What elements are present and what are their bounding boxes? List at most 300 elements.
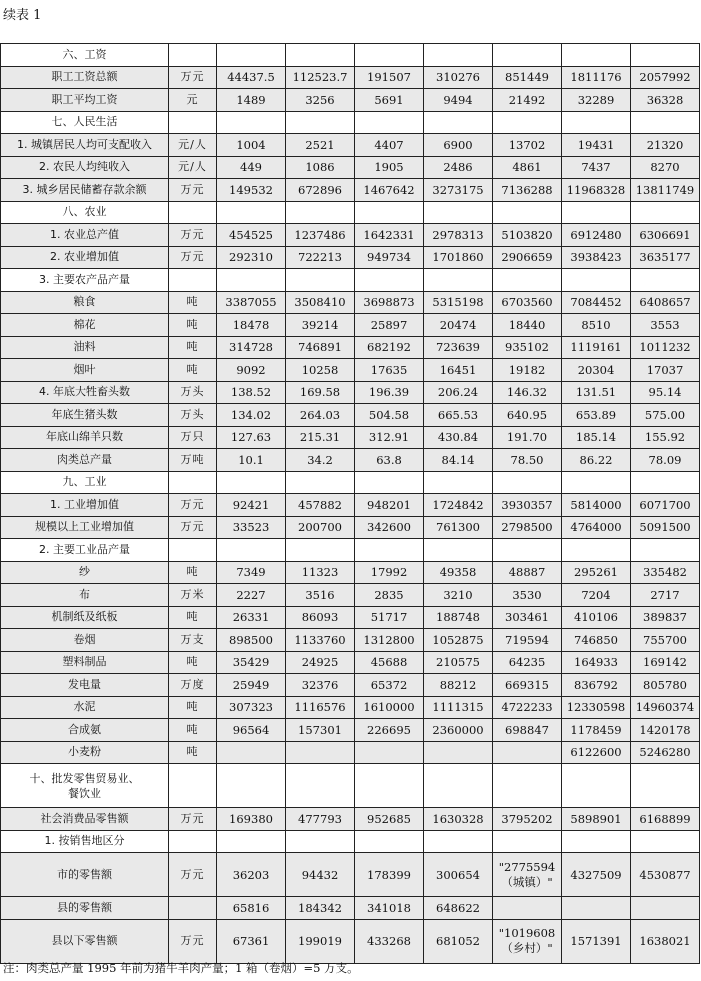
row-unit: 万元 [169,919,217,963]
value-cell: 17037 [631,359,700,382]
value-cell: 157301 [286,719,355,742]
value-cell: 169142 [631,651,700,674]
value-cell: 67361 [217,919,286,963]
value-cell: 761300 [424,516,493,539]
value-cell: 4530877 [631,853,700,897]
value-cell: 19182 [493,359,562,382]
row-category: 1. 按销售地区分 [1,830,169,853]
table-row [1,179,700,202]
value-cell: 3795202 [493,808,562,831]
row-category: 发电量 [1,674,169,697]
row-category: 职工平均工资 [1,89,169,112]
value-cell: 1133760 [286,629,355,652]
table-row [1,494,700,517]
value-cell: 5103820 [493,224,562,247]
value-cell [493,897,562,920]
value-cell: 26331 [217,606,286,629]
value-cell: 3930357 [493,494,562,517]
value-cell: "1019608 （乡村）" [493,919,562,963]
row-unit: 万只 [169,426,217,449]
value-cell: 169380 [217,808,286,831]
value-cell: 2360000 [424,719,493,742]
value-cell: 127.63 [217,426,286,449]
value-cell: 10258 [286,359,355,382]
row-category: 2. 主要工业品产量 [1,539,169,562]
value-cell: 7204 [562,584,631,607]
row-unit: 万头 [169,404,217,427]
value-cell: 3256 [286,89,355,112]
value-cell [286,201,355,224]
row-unit: 吨 [169,651,217,674]
value-cell: 5691 [355,89,424,112]
value-cell [355,830,424,853]
row-unit: 万元 [169,246,217,269]
value-cell: 477793 [286,808,355,831]
value-cell: 1004 [217,134,286,157]
value-cell: 3553 [631,314,700,337]
table-row [1,606,700,629]
value-cell [355,44,424,67]
row-unit [169,539,217,562]
value-cell [562,539,631,562]
value-cell: 3938423 [562,246,631,269]
value-cell: 457882 [286,494,355,517]
value-cell [424,764,493,808]
value-cell [493,741,562,764]
value-cell: 34.2 [286,449,355,472]
row-category: 六、工资 [1,44,169,67]
value-cell: 17635 [355,359,424,382]
value-cell: 6071700 [631,494,700,517]
value-cell: 1724842 [424,494,493,517]
table-row [1,741,700,764]
value-cell [355,764,424,808]
value-cell [493,111,562,134]
value-cell: 78.09 [631,449,700,472]
value-cell: 1630328 [424,808,493,831]
value-cell: 13811749 [631,179,700,202]
value-cell: 3273175 [424,179,493,202]
row-unit [169,830,217,853]
table-row [1,471,700,494]
value-cell: 1052875 [424,629,493,652]
value-cell: 1489 [217,89,286,112]
value-cell: 169.58 [286,381,355,404]
table-row [1,336,700,359]
value-cell: 6703560 [493,291,562,314]
table-row [1,224,700,247]
value-cell [355,269,424,292]
value-cell [424,539,493,562]
table-row [1,314,700,337]
row-unit: 吨 [169,314,217,337]
value-cell: 6408657 [631,291,700,314]
row-category: 市的零售额 [1,853,169,897]
row-unit: 万度 [169,674,217,697]
row-category: 肉类总产量 [1,449,169,472]
table-row [1,291,700,314]
value-cell [355,741,424,764]
value-cell: 335482 [631,561,700,584]
value-cell: 1610000 [355,696,424,719]
value-cell: 65816 [217,897,286,920]
value-cell: 1011232 [631,336,700,359]
value-cell: 1111315 [424,696,493,719]
value-cell: 164933 [562,651,631,674]
value-cell: 6900 [424,134,493,157]
value-cell: 746850 [562,629,631,652]
value-cell: 39214 [286,314,355,337]
value-cell: 92421 [217,494,286,517]
value-cell: 722213 [286,246,355,269]
table-row [1,830,700,853]
table-row [1,359,700,382]
table-row [1,404,700,427]
value-cell: 2486 [424,156,493,179]
value-cell: 84.14 [424,449,493,472]
row-unit [169,764,217,808]
value-cell: 134.02 [217,404,286,427]
row-category: 3. 城乡居民储蓄存款余额 [1,179,169,202]
row-category: 塑料制品 [1,651,169,674]
row-category: 八、农业 [1,201,169,224]
row-category: 县以下零售额 [1,919,169,963]
value-cell: 1086 [286,156,355,179]
value-cell [424,269,493,292]
value-cell: 206.24 [424,381,493,404]
value-cell [562,111,631,134]
row-category: 县的零售额 [1,897,169,920]
row-category: 社会消费品零售额 [1,808,169,831]
table-row [1,156,700,179]
value-cell: 96564 [217,719,286,742]
value-cell: 1119161 [562,336,631,359]
table-row [1,381,700,404]
table-row [1,111,700,134]
value-cell: 95.14 [631,381,700,404]
value-cell: 342600 [355,516,424,539]
row-category: 年底生猪头数 [1,404,169,427]
value-cell [217,44,286,67]
value-cell: 2978313 [424,224,493,247]
value-cell: 48887 [493,561,562,584]
value-cell [631,471,700,494]
value-cell [286,44,355,67]
value-cell: 681052 [424,919,493,963]
value-cell: 32289 [562,89,631,112]
value-cell [424,741,493,764]
row-category: 水泥 [1,696,169,719]
value-cell [286,539,355,562]
value-cell: 11323 [286,561,355,584]
row-category: 粮食 [1,291,169,314]
value-cell [424,111,493,134]
value-cell [562,830,631,853]
row-category: 合成氨 [1,719,169,742]
footnote: 注：肉类总产量 1995 年前为猪牛羊肉产量；1 箱（卷烟）=5 万支。 [3,961,359,975]
value-cell: 4764000 [562,516,631,539]
value-cell: 5091500 [631,516,700,539]
value-cell: 454525 [217,224,286,247]
row-category: 规模以上工业增加值 [1,516,169,539]
row-unit: 万元 [169,179,217,202]
value-cell: 682192 [355,336,424,359]
value-cell: 4407 [355,134,424,157]
row-unit: 吨 [169,696,217,719]
row-unit: 万元 [169,66,217,89]
value-cell: 1237486 [286,224,355,247]
table-row [1,449,700,472]
row-unit: 元/人 [169,156,217,179]
value-cell: 449 [217,156,286,179]
table-row [1,134,700,157]
value-cell: 146.32 [493,381,562,404]
value-cell: 185.14 [562,426,631,449]
value-cell [562,764,631,808]
value-cell [355,539,424,562]
row-category: 纱 [1,561,169,584]
row-unit: 吨 [169,336,217,359]
value-cell: 78.50 [493,449,562,472]
row-unit: 吨 [169,719,217,742]
value-cell [493,269,562,292]
value-cell: 19431 [562,134,631,157]
value-cell: 35429 [217,651,286,674]
value-cell: 746891 [286,336,355,359]
value-cell: 49358 [424,561,493,584]
value-cell [424,471,493,494]
table-row [1,584,700,607]
value-cell [562,269,631,292]
row-unit: 吨 [169,606,217,629]
value-cell: 17992 [355,561,424,584]
table-row [1,919,700,963]
value-cell: 88212 [424,674,493,697]
value-cell: 5246280 [631,741,700,764]
value-cell: 24925 [286,651,355,674]
value-cell [562,44,631,67]
value-cell: 149532 [217,179,286,202]
value-cell: 8510 [562,314,631,337]
value-cell: 196.39 [355,381,424,404]
value-cell [493,539,562,562]
row-unit: 吨 [169,561,217,584]
value-cell [493,830,562,853]
value-cell: 665.53 [424,404,493,427]
value-cell [286,764,355,808]
value-cell: 314728 [217,336,286,359]
value-cell: 20474 [424,314,493,337]
value-cell: 33523 [217,516,286,539]
value-cell: 18478 [217,314,286,337]
value-cell: 215.31 [286,426,355,449]
table-body [1,44,700,964]
value-cell: 7084452 [562,291,631,314]
value-cell: 1642331 [355,224,424,247]
value-cell: 210575 [424,651,493,674]
table-row [1,764,700,808]
value-cell: 2717 [631,584,700,607]
value-cell [286,741,355,764]
row-category: 九、工业 [1,471,169,494]
value-cell: 86093 [286,606,355,629]
value-cell: 6122600 [562,741,631,764]
value-cell: 1312800 [355,629,424,652]
value-cell: 64235 [493,651,562,674]
value-cell: 575.00 [631,404,700,427]
value-cell [493,764,562,808]
value-cell: 2227 [217,584,286,607]
row-unit [169,44,217,67]
value-cell [631,44,700,67]
value-cell: 389837 [631,606,700,629]
value-cell: 14960374 [631,696,700,719]
value-cell: 65372 [355,674,424,697]
table-row [1,651,700,674]
value-cell: 1178459 [562,719,631,742]
row-unit: 万支 [169,629,217,652]
table-row [1,629,700,652]
row-unit [169,269,217,292]
value-cell: 898500 [217,629,286,652]
value-cell: 1701860 [424,246,493,269]
table-row [1,426,700,449]
value-cell: 7349 [217,561,286,584]
table-row [1,696,700,719]
value-cell: 94432 [286,853,355,897]
value-cell [493,44,562,67]
value-cell: 184342 [286,897,355,920]
row-unit: 吨 [169,359,217,382]
value-cell: 640.95 [493,404,562,427]
table-row [1,201,700,224]
value-cell: 2798500 [493,516,562,539]
value-cell [631,269,700,292]
value-cell: 138.52 [217,381,286,404]
value-cell: 8270 [631,156,700,179]
row-category: 棉花 [1,314,169,337]
value-cell: 178399 [355,853,424,897]
value-cell [631,830,700,853]
value-cell: 25897 [355,314,424,337]
value-cell [424,830,493,853]
row-category: 1. 工业增加值 [1,494,169,517]
row-category: 卷烟 [1,629,169,652]
value-cell [286,830,355,853]
value-cell [217,269,286,292]
value-cell [355,201,424,224]
value-cell: 9494 [424,89,493,112]
value-cell: 200700 [286,516,355,539]
value-cell: 191507 [355,66,424,89]
value-cell: 292310 [217,246,286,269]
row-unit [169,471,217,494]
value-cell [355,471,424,494]
value-cell: 948201 [355,494,424,517]
value-cell [217,741,286,764]
value-cell: 3508410 [286,291,355,314]
value-cell: 21320 [631,134,700,157]
value-cell: 155.92 [631,426,700,449]
value-cell: 300654 [424,853,493,897]
value-cell: 9092 [217,359,286,382]
row-category: 3. 主要农产品产量 [1,269,169,292]
row-unit: 元/人 [169,134,217,157]
value-cell [562,897,631,920]
value-cell [355,111,424,134]
value-cell: 6168899 [631,808,700,831]
value-cell: 3516 [286,584,355,607]
value-cell: 264.03 [286,404,355,427]
value-cell: 6306691 [631,224,700,247]
value-cell: 4861 [493,156,562,179]
value-cell [631,764,700,808]
table-row [1,89,700,112]
value-cell: 295261 [562,561,631,584]
row-category: 小麦粉 [1,741,169,764]
row-category: 4. 年底大牲畜头数 [1,381,169,404]
row-unit: 万吨 [169,449,217,472]
value-cell: 1571391 [562,919,631,963]
value-cell [286,269,355,292]
row-unit: 吨 [169,291,217,314]
row-unit: 元 [169,89,217,112]
value-cell: 11968328 [562,179,631,202]
value-cell: 1420178 [631,719,700,742]
table-row [1,719,700,742]
value-cell: 199019 [286,919,355,963]
value-cell: 131.51 [562,381,631,404]
table-row [1,269,700,292]
value-cell: "2775594 （城镇）" [493,853,562,897]
value-cell: 1467642 [355,179,424,202]
value-cell: 36203 [217,853,286,897]
value-cell: 4327509 [562,853,631,897]
table-caption: 续表 1 [3,8,42,23]
table-row [1,674,700,697]
value-cell [493,201,562,224]
value-cell: 188748 [424,606,493,629]
value-cell: 45688 [355,651,424,674]
value-cell: 112523.7 [286,66,355,89]
value-cell: 648622 [424,897,493,920]
value-cell [631,111,700,134]
table-row [1,897,700,920]
value-cell: 719594 [493,629,562,652]
value-cell: 3210 [424,584,493,607]
value-cell: 755700 [631,629,700,652]
value-cell [631,539,700,562]
row-category: 1. 城镇居民人均可支配收入 [1,134,169,157]
value-cell: 12330598 [562,696,631,719]
value-cell: 1811176 [562,66,631,89]
table-row [1,561,700,584]
value-cell: 310276 [424,66,493,89]
value-cell: 3530 [493,584,562,607]
row-category: 2. 农民人均纯收入 [1,156,169,179]
value-cell [217,111,286,134]
row-category: 2. 农业增加值 [1,246,169,269]
row-category: 十、批发零售贸易业、 餐饮业 [1,764,169,808]
value-cell: 935102 [493,336,562,359]
value-cell: 949734 [355,246,424,269]
row-category: 布 [1,584,169,607]
value-cell: 669315 [493,674,562,697]
value-cell: 723639 [424,336,493,359]
value-cell: 13702 [493,134,562,157]
table-row [1,516,700,539]
value-cell: 86.22 [562,449,631,472]
